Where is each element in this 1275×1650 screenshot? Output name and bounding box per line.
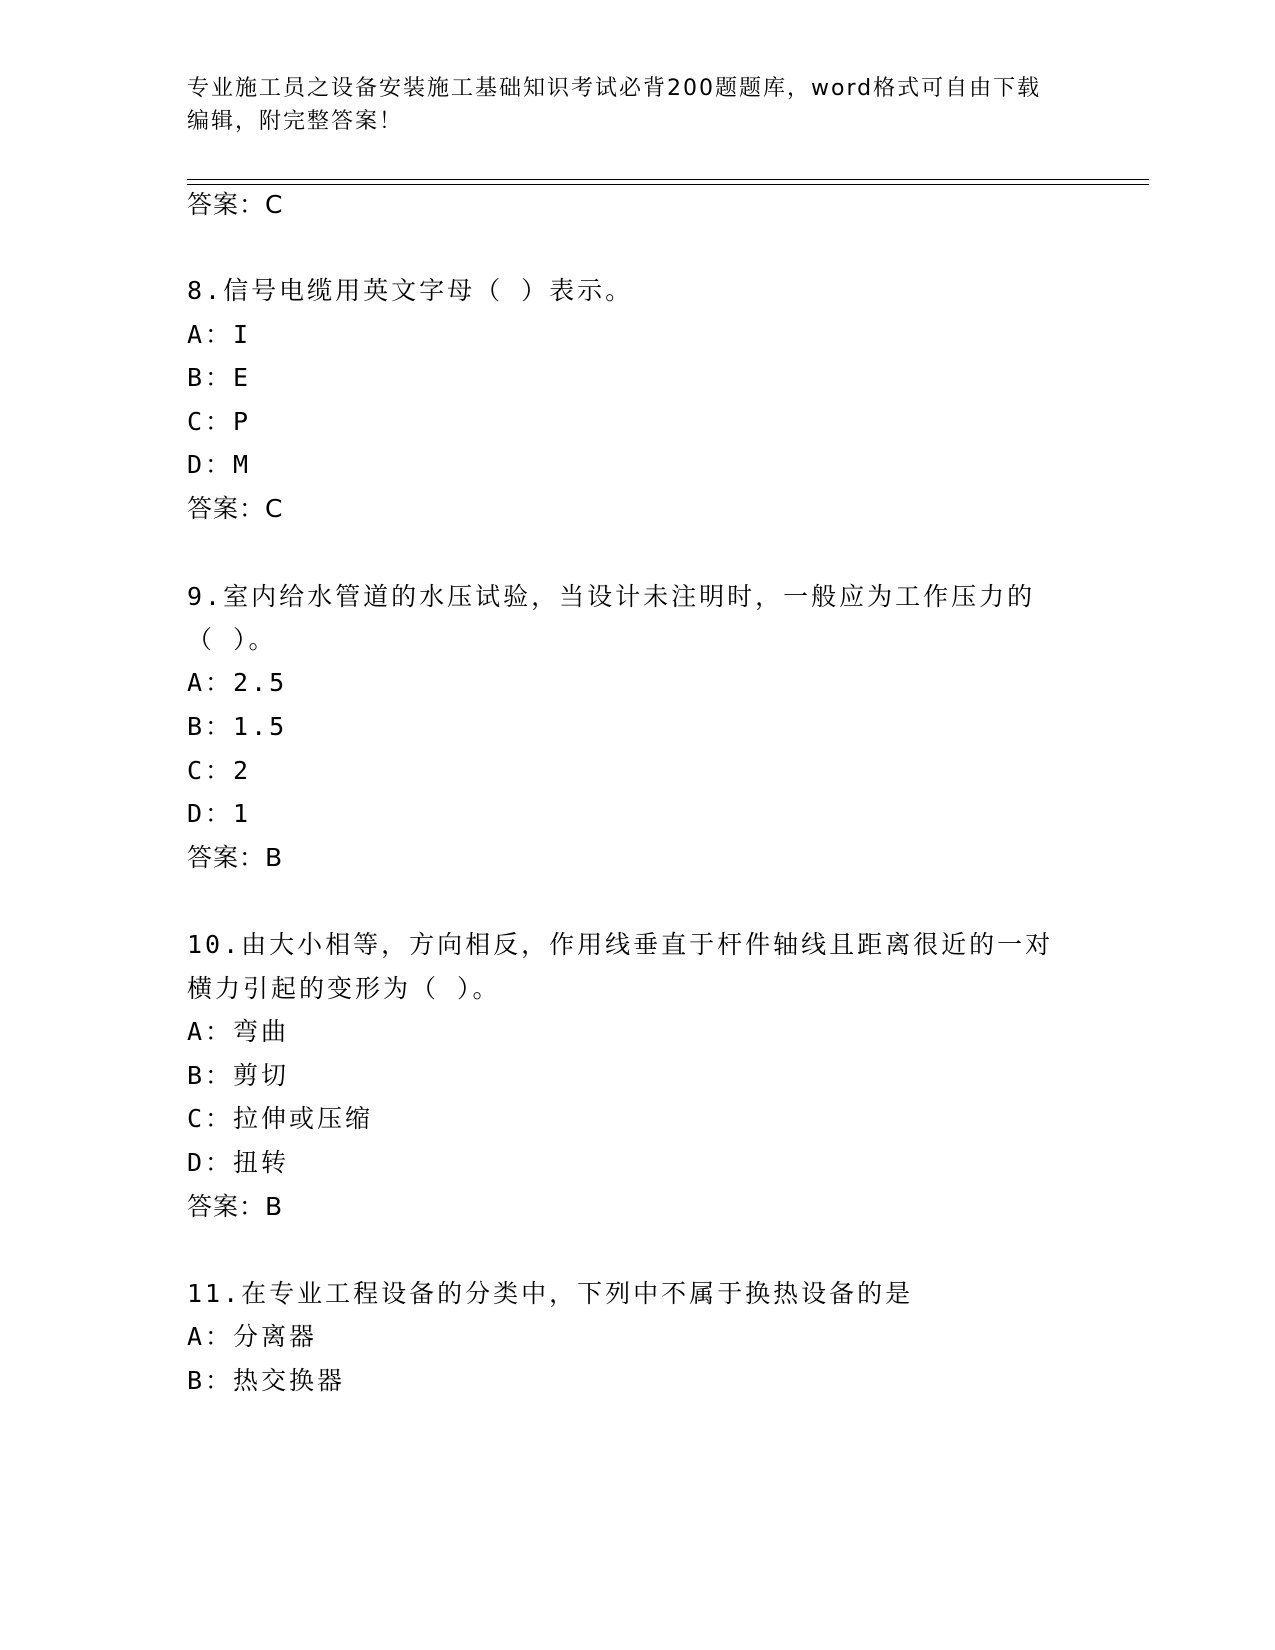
question-stem-continued: （ ）。 [187, 625, 277, 654]
question-stem: 10.由大小相等，方向相反，作用线垂直于杆件轴线且距离很近的一对 [187, 930, 1054, 959]
header-divider-bottom [187, 184, 1149, 185]
answer-line: 答案：B [187, 843, 284, 872]
question-stem: 9.室内给水管道的水压试验，当设计未注明时，一般应为工作压力的 [187, 582, 1036, 611]
option-a: A：弯曲 [187, 1017, 290, 1046]
question-stem: 11.在专业工程设备的分类中，下列中不属于换热设备的是 [187, 1279, 914, 1308]
option-d: D：M [187, 450, 252, 479]
header-divider-top [187, 179, 1149, 180]
header-line-1: 专业施工员之设备安装施工基础知识考试必背200题题库，word格式可自由下载 [187, 76, 1042, 101]
answer-line: 答案：B [187, 1192, 284, 1221]
question-stem: 8.信号电缆用英文字母（ ）表示。 [187, 276, 634, 305]
option-d: D：扭转 [187, 1148, 290, 1177]
question-stem-continued: 横力引起的变形为（ ）。 [187, 974, 501, 1003]
answer-line: 答案：C [187, 494, 284, 523]
option-a: A：I [187, 320, 252, 349]
option-b: B：E [187, 363, 252, 392]
document-header [187, 72, 1067, 138]
option-c: C：P [187, 407, 252, 436]
option-b: B：1.5 [187, 712, 288, 741]
option-b: B：热交换器 [187, 1366, 346, 1395]
option-a: A：分离器 [187, 1322, 318, 1351]
option-c: C：2 [187, 756, 252, 785]
option-c: C：拉伸或压缩 [187, 1104, 374, 1133]
option-d: D：1 [187, 799, 252, 828]
header-line-2: 编辑，附完整答案！ [187, 109, 404, 134]
option-b: B：剪切 [187, 1061, 290, 1090]
option-a: A：2.5 [187, 668, 288, 697]
answer-line: 答案：C [187, 190, 284, 219]
